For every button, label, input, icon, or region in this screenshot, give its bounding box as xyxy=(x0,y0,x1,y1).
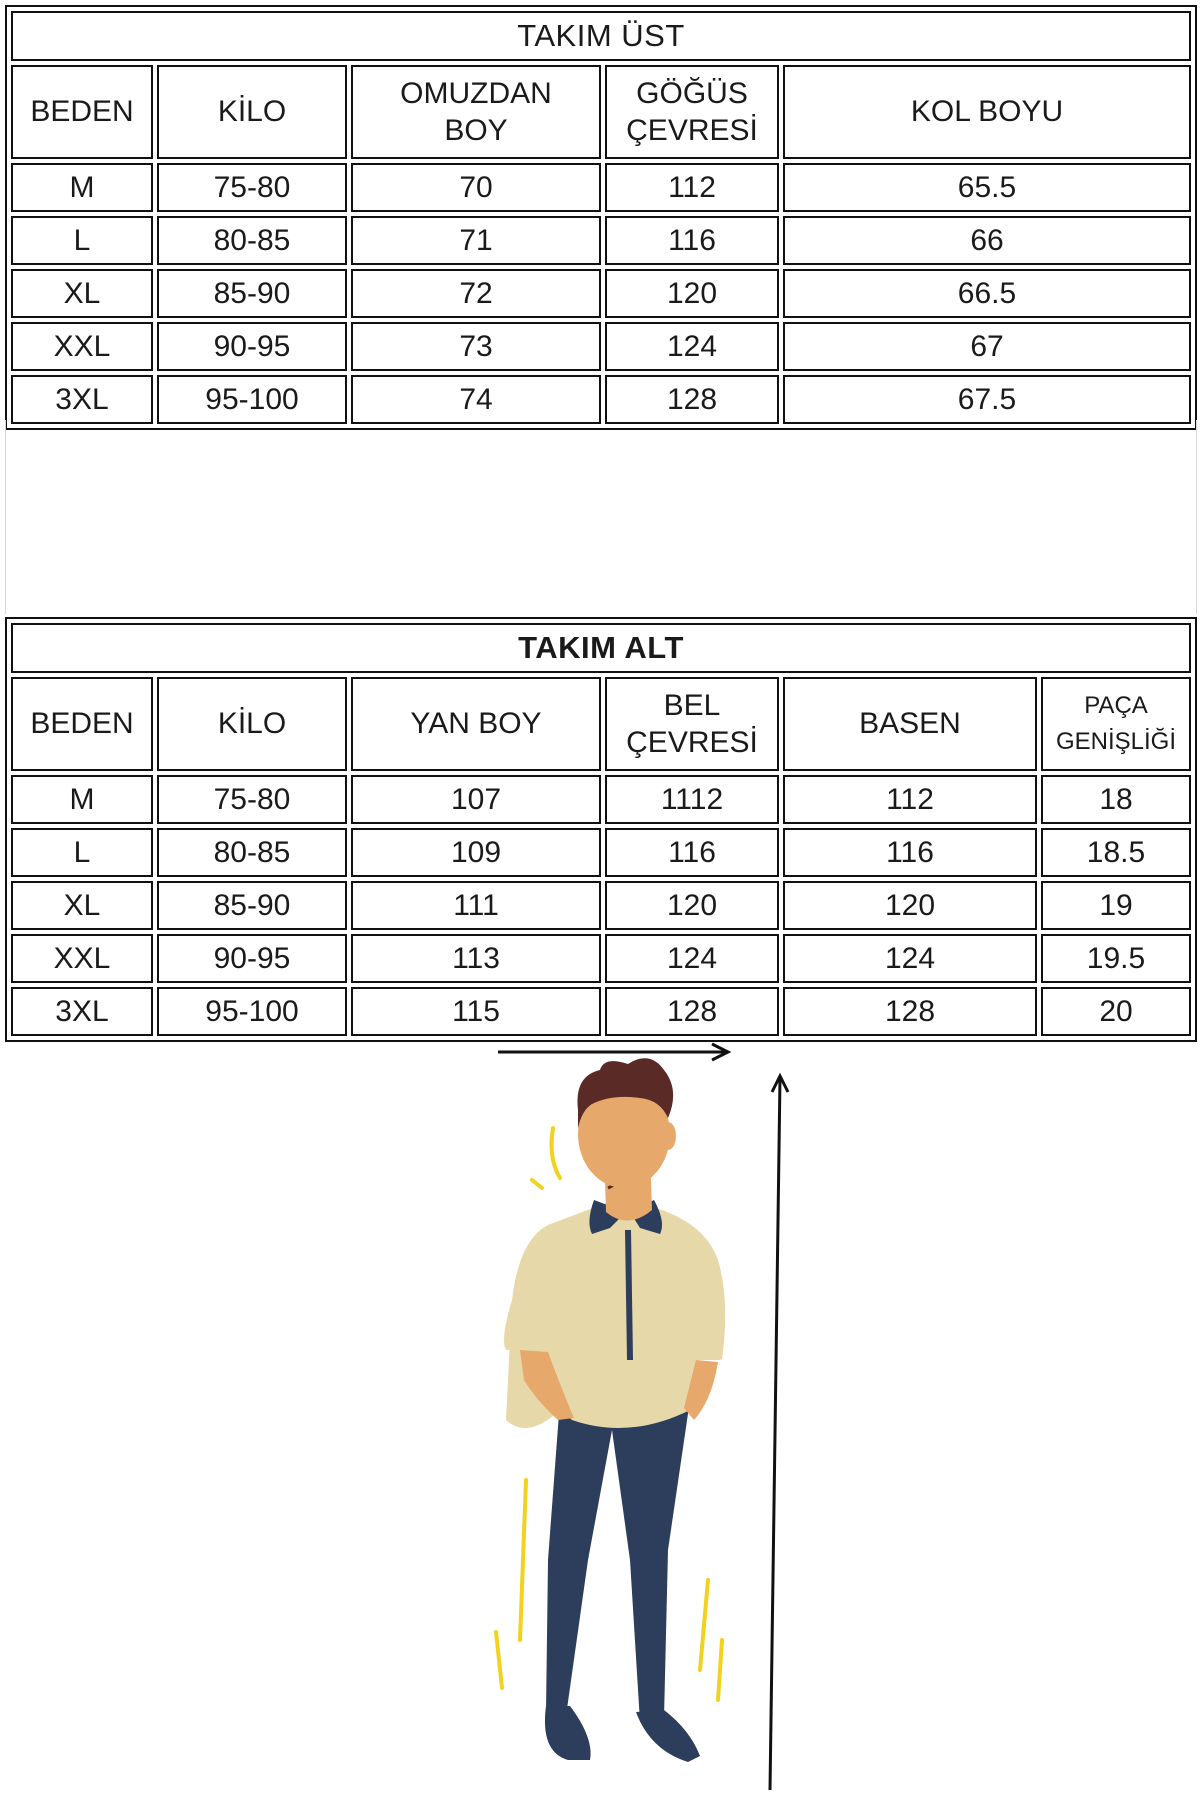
table-cell: 74 xyxy=(351,375,601,424)
table-cell: 112 xyxy=(605,163,779,212)
header-basen: BASEN xyxy=(783,677,1037,771)
table-cell: XL xyxy=(11,269,153,318)
table-cell: 71 xyxy=(351,216,601,265)
table-cell: 116 xyxy=(783,828,1037,877)
table-cell: 1112 xyxy=(605,775,779,824)
table-cell: 19 xyxy=(1041,881,1191,930)
table-cell: 85-90 xyxy=(157,881,347,930)
table-cell: 95-100 xyxy=(157,375,347,424)
horizontal-arrow-icon xyxy=(498,1044,728,1060)
header-kilo: KİLO xyxy=(157,677,347,771)
vertical-arrow-icon xyxy=(770,1076,788,1790)
table-cell: 66.5 xyxy=(783,269,1191,318)
table-cell: 18 xyxy=(1041,775,1191,824)
header-kol-boyu: KOL BOYU xyxy=(783,65,1191,159)
header-bel-cevresi: BEL ÇEVRESİ xyxy=(605,677,779,771)
table-cell: 67.5 xyxy=(783,375,1191,424)
table-cell: M xyxy=(11,775,153,824)
table-cell: 3XL xyxy=(11,987,153,1036)
table-row xyxy=(11,269,1191,318)
table-row xyxy=(11,322,1191,371)
table-cell: 90-95 xyxy=(157,934,347,983)
table-cell: 128 xyxy=(783,987,1037,1036)
table-cell: 128 xyxy=(605,987,779,1036)
table-cell: 112 xyxy=(783,775,1037,824)
header-beden: BEDEN xyxy=(11,677,153,771)
table-row xyxy=(11,216,1191,265)
table-cell: 66 xyxy=(783,216,1191,265)
table-cell: 85-90 xyxy=(157,269,347,318)
header-omuzdan-boy: OMUZDAN BOY xyxy=(351,65,601,159)
table-cell: 120 xyxy=(605,881,779,930)
header-kilo: KİLO xyxy=(157,65,347,159)
top-size-table xyxy=(5,5,1197,430)
motion-lines-icon xyxy=(496,1128,722,1700)
section-divider xyxy=(5,420,1197,614)
table-cell: 124 xyxy=(783,934,1037,983)
table-cell: 72 xyxy=(351,269,601,318)
top-size-table-section xyxy=(5,5,1197,430)
table-row xyxy=(11,828,1191,877)
table-row xyxy=(11,934,1191,983)
table-cell: 75-80 xyxy=(157,163,347,212)
table-cell: 80-85 xyxy=(157,828,347,877)
table-cell: 70 xyxy=(351,163,601,212)
bottom-size-table xyxy=(5,617,1197,1042)
bottom-size-table-section xyxy=(5,617,1197,1042)
table-cell: M xyxy=(11,163,153,212)
table-cell: 124 xyxy=(605,322,779,371)
table-row xyxy=(11,881,1191,930)
table-cell: 120 xyxy=(605,269,779,318)
table-cell: XXL xyxy=(11,322,153,371)
table-row xyxy=(11,375,1191,424)
table-cell: 107 xyxy=(351,775,601,824)
table-cell: 73 xyxy=(351,322,601,371)
table-cell: L xyxy=(11,216,153,265)
header-paca-genisligi: PAÇA GENİŞLİĞİ xyxy=(1041,677,1191,771)
header-yan-boy: YAN BOY xyxy=(351,677,601,771)
table-cell: 95-100 xyxy=(157,987,347,1036)
table-cell: 20 xyxy=(1041,987,1191,1036)
header-gogus-cevresi: GÖĞÜS ÇEVRESİ xyxy=(605,65,779,159)
table-cell: 124 xyxy=(605,934,779,983)
table-cell: 19.5 xyxy=(1041,934,1191,983)
table-cell: 65.5 xyxy=(783,163,1191,212)
man-figure-icon xyxy=(496,1058,725,1762)
table-cell: 115 xyxy=(351,987,601,1036)
table-cell: 113 xyxy=(351,934,601,983)
table-cell: 120 xyxy=(783,881,1037,930)
table-cell: 67 xyxy=(783,322,1191,371)
table-cell: 18.5 xyxy=(1041,828,1191,877)
top-table-title: TAKIM ÜST xyxy=(11,11,1191,61)
table-cell: 90-95 xyxy=(157,322,347,371)
table-cell: 75-80 xyxy=(157,775,347,824)
table-cell: 111 xyxy=(351,881,601,930)
table-cell: 116 xyxy=(605,828,779,877)
table-cell: XXL xyxy=(11,934,153,983)
table-cell: 80-85 xyxy=(157,216,347,265)
table-row xyxy=(11,775,1191,824)
table-cell: 116 xyxy=(605,216,779,265)
table-row xyxy=(11,163,1191,212)
table-cell: 3XL xyxy=(11,375,153,424)
bottom-table-title: TAKIM ALT xyxy=(11,623,1191,673)
table-cell: XL xyxy=(11,881,153,930)
table-row xyxy=(11,987,1191,1036)
table-cell: 109 xyxy=(351,828,601,877)
table-cell: L xyxy=(11,828,153,877)
header-beden: BEDEN xyxy=(11,65,153,159)
table-cell: 128 xyxy=(605,375,779,424)
